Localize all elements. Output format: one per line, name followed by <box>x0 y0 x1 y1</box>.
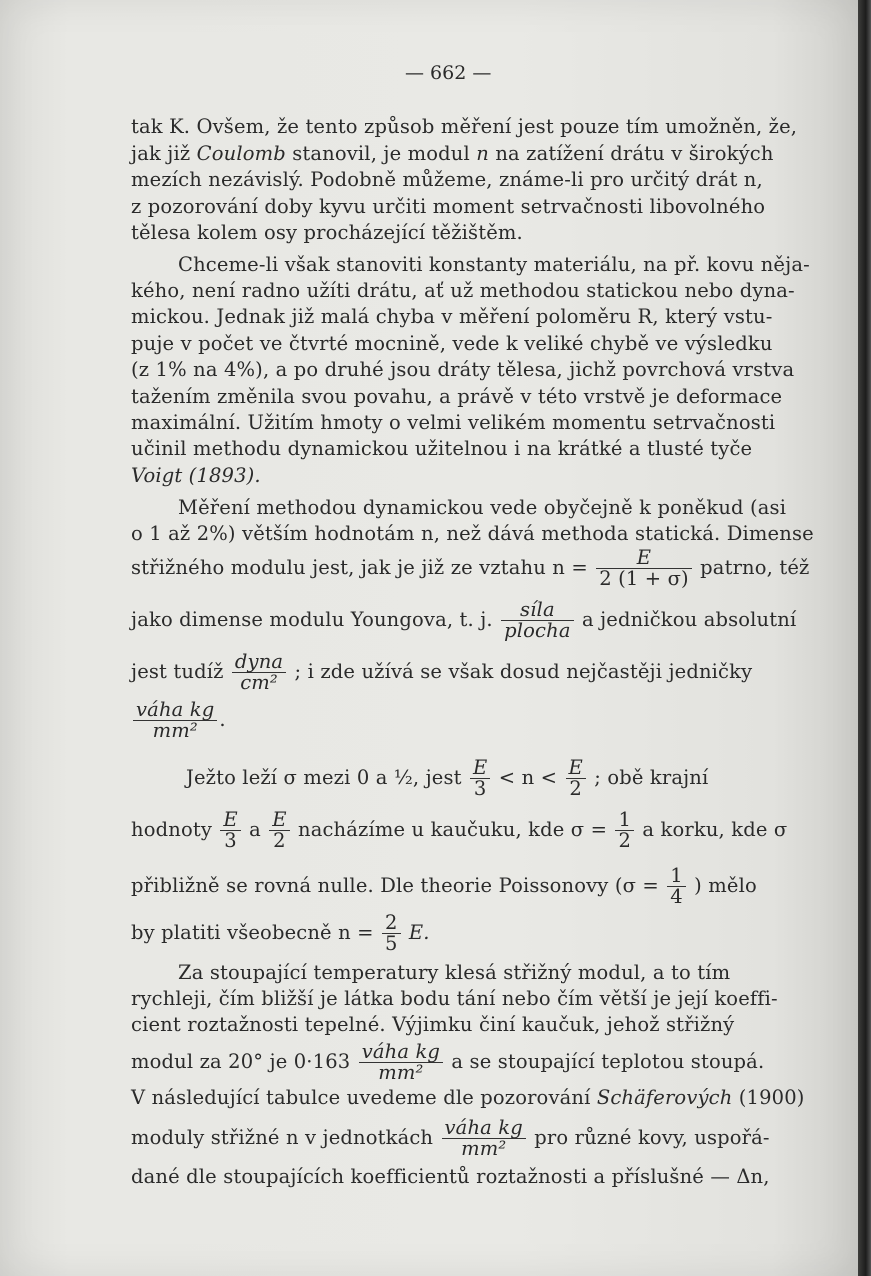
text-line-18: jako dimense modulu Youngova, t. j. $\frac{\text{síla}}{\text{plocha}}$ a jedničkou absolutní <box>131 598 797 642</box>
text-line-27: cient roztažnosti tepelné. Výjimku činí kaučuk, jehož střižný <box>131 1013 735 1036</box>
text-line-21: Ježto leží σ mezi 0 a ½, jest $\frac{E}{3}$ < n < $\frac{E}{2}$ ; obě krajní <box>186 756 709 800</box>
text-line-7: kého, není radno užíti drátu, ať už methodou statickou nebo dyna- <box>131 279 795 302</box>
book-binding-edge <box>858 0 871 1276</box>
page-number: — 662 — <box>405 62 492 84</box>
fraction-e-3: $\frac{E}{3}$ <box>470 758 490 799</box>
fraction-two-fifths: $\frac{2}{5}$ <box>382 913 401 954</box>
fraction-force-area: $\frac{\text{síla}}{\text{plocha}}$ <box>501 600 573 641</box>
fraction-kg-mm2-c: $\frac{\text{váha kg}}{\text{mm²}}$ <box>442 1118 526 1159</box>
text-line-11: tažením změnila svou povahu, a právě v této vrstvě je deformace <box>131 385 783 408</box>
text-line-28: modul za 20° je 0·163 $\frac{\text{váha kg}}{\text{mm²}}$ a se stoupající teplotou stoupá. <box>131 1040 765 1084</box>
text-line-23: přibližně se rovná nulle. Dle theorie Poissonovy (σ = $\frac{1}{4}$ ) mělo <box>131 864 757 908</box>
fraction-e-2: $\frac{E}{2}$ <box>566 758 586 799</box>
text-line-13: učinil methodu dynamickou užitelnou i na krátké a tlusté tyče <box>131 437 753 460</box>
text-line-5: tělesa kolem osy procházející těžištěm. <box>131 221 523 244</box>
fraction-kg-mm2: $\frac{\text{váha kg}}{\text{mm²}}$ <box>133 700 217 741</box>
fraction-dyne-cm2: $\frac{\text{dyna}}{\text{cm²}}$ <box>232 652 286 693</box>
text-line-19: jest tudíž $\frac{\text{dyna}}{\text{cm²}}$ ; i zde užívá se však dosud nejčastěji jedničky <box>131 650 753 694</box>
text-line-17: střižného modulu jest, jak je již ze vztahu n = $\frac{E}{2 (1 + \sigma)}$ patrno, též <box>131 546 810 590</box>
text-line-12: maximální. Užitím hmoty o velmi velikém momentu setrvačnosti <box>131 411 776 434</box>
text-line-22: hodnoty $\frac{E}{3}$ a $\frac{E}{2}$ nacházíme u kaučuku, kde σ = $\frac{1}{2}$ a korku, kde σ <box>131 808 788 852</box>
fraction-e-3b: $\frac{E}{3}$ <box>220 810 240 851</box>
text-line-25: Za stoupající temperatury klesá střižný modul, a to tím <box>178 961 731 984</box>
text-line-26: rychleji, čím bližší je látka bodu tání nebo čím větší je její koeffi- <box>131 987 778 1010</box>
fraction-e-2b: $\frac{E}{2}$ <box>269 810 289 851</box>
fraction-one-quarter: $\frac{1}{4}$ <box>667 866 686 907</box>
text-line-9: puje v počet ve čtvrté mocnině, vede k veliké chybě ve výsledku <box>131 332 773 355</box>
text-line-31: dané dle stoupajících koefficientů roztažnosti a příslušné — Δn, <box>131 1165 770 1188</box>
text-line-6: Chceme-li však stanoviti konstanty materiálu, na př. kovu něja- <box>178 253 810 276</box>
fraction-shear-modulus: $\frac{E}{2 (1 + \sigma)}$ <box>596 548 692 589</box>
text-line-14: Voigt (1893). <box>131 464 261 487</box>
text-line-1: tak K. Ovšem, že tento způsob měření jest pouze tím umožněn, že, <box>131 115 798 138</box>
text-line-30: moduly střižné n v jednotkách $\frac{\text{váha kg}}{\text{mm²}}$ pro různé kovy, uspořá- <box>131 1116 770 1160</box>
fraction-kg-mm2-b: $\frac{\text{váha kg}}{\text{mm²}}$ <box>359 1042 443 1083</box>
text-line-8: mickou. Jednak již malá chyba v měření poloměru R, který vstu- <box>131 305 773 328</box>
text-line-20: $\frac{\text{váha kg}}{\text{mm²}}$ . <box>131 700 226 741</box>
text-line-3: mezích nezávislý. Podobně můžeme, známe-li pro určitý drát n, <box>131 168 763 191</box>
text-line-29: V následující tabulce uvedeme dle pozorování Schäferových (1900) <box>131 1086 805 1109</box>
text-line-24: by platiti všeobecně n = $\frac{2}{5}$ E. <box>131 911 430 955</box>
fraction-one-half: $\frac{1}{2}$ <box>615 810 634 851</box>
text-line-10: (z 1% na 4%), a po druhé jsou dráty tělesa, jichž povrchová vrstva <box>131 358 795 381</box>
text-line-16: o 1 až 2%) větším hodnotám n, než dává methoda statická. Dimense <box>131 522 814 545</box>
text-line-4: z pozorování doby kyvu určiti moment setrvačnosti libovolného <box>131 195 766 218</box>
text-line-15: Měření methodou dynamickou vede obyčejně k poněkud (asi <box>178 496 787 519</box>
text-line-2: jak již Coulomb stanovil, je modul n na zatížení drátu v širokých <box>131 142 774 165</box>
